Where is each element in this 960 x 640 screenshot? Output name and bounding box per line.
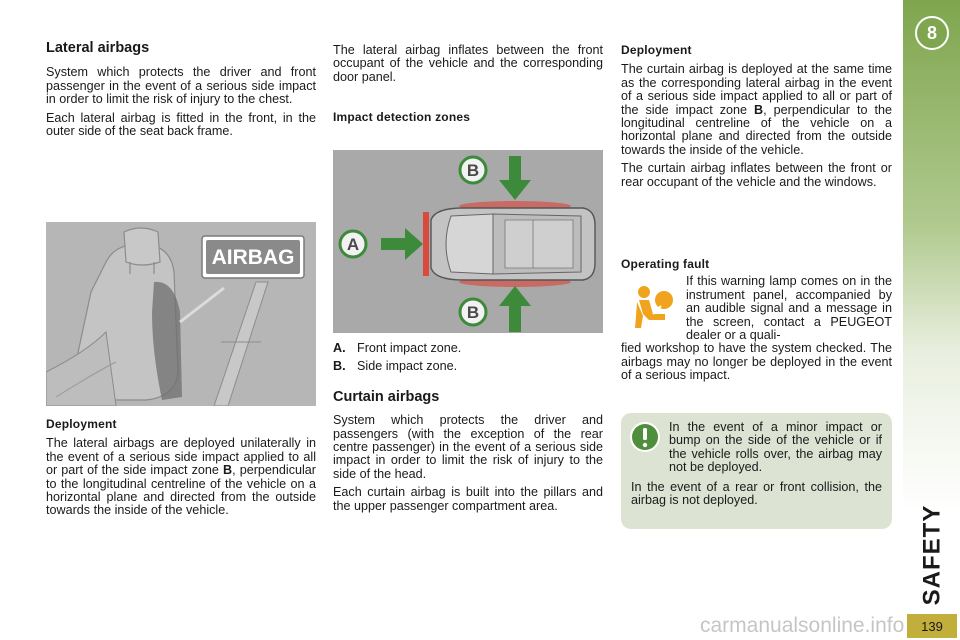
- curtain-deployment-text-start: The curtain airbag is deployed at the same time as the corresponding lateral airbag in the event of a serious side impact applied to all or part of the side impact zone: [621, 62, 892, 117]
- minor-impact-note-text: In the event of a minor impact or bump on the side of the vehicle or if the vehicle rolls over, the airbag may not be deployed.: [669, 420, 882, 475]
- operating-fault-heading: Operating fault: [621, 257, 710, 271]
- lateral-deployment-paragraph: [46, 437, 316, 517]
- lateral-deployment-text-start: The lateral airbags are deployed unilaterally in the event of a serious side impact applied to all or part of the side impact zone: [46, 436, 316, 478]
- airbag-warning-lamp-icon: [631, 284, 675, 330]
- legend-key-a: A.: [333, 341, 346, 355]
- curtain-airbags-heading: Curtain airbags: [333, 388, 440, 405]
- seat-illustration-graphic: [46, 222, 316, 406]
- zone-a-marker: A: [346, 235, 360, 254]
- chapter-number-badge: 8: [915, 16, 949, 50]
- operating-fault-text-wrapped: If this warning lamp comes on in the instrument panel, accompanied by an audible signal and a message in the screen, contact a PEUGEOT dealer or a quali-: [686, 274, 892, 343]
- section-title-text: SAFETY: [918, 504, 945, 606]
- curtain-deployment-section: [621, 44, 892, 194]
- curtain-deployment-paragraph: [621, 63, 892, 157]
- legend-text-a: Front impact zone.: [357, 341, 462, 355]
- curtain-deployment-heading: Deployment: [621, 43, 692, 57]
- lateral-deployment-section: [46, 418, 316, 523]
- impact-zones-section: [333, 44, 603, 131]
- zone-b-marker-bottom: B: [466, 303, 480, 322]
- legend-text-b: Side impact zone.: [357, 359, 458, 374]
- lateral-deployment-text-end: , perpendicular to the longitudinal centreline of the vehicle on a horizontal plane and directed from the outside towards the inside of the vehicle.: [46, 463, 317, 518]
- seat-airbag-illustration: [46, 222, 316, 406]
- airbag-label-text: AIRBAG: [211, 246, 295, 269]
- lateral-airbags-paragraph-2: Each lateral airbag is fitted in the front, in the outer side of the seat back frame.: [46, 110, 316, 139]
- rear-front-collision-note-text: In the event of a rear or front collision, the airbag is not deployed.: [631, 479, 882, 508]
- curtain-deployment-text-end: , perpendicular to the longitudinal centreline of the vehicle on a horizontal plane and directed from the outside towards the inside of the vehicle.: [621, 102, 892, 157]
- curtain-airbags-paragraph-2: Each curtain airbag is built into the pillars and the upper passenger compartment area.: [333, 485, 603, 513]
- legend-item-side-zone: [333, 360, 603, 373]
- curtain-airbags-paragraph-1: System which protects the driver and passengers (with the exception of the rear centre passenger) in the event of a serious side impact in order to limit the risk of injury to the side of the head.: [333, 413, 603, 481]
- curtain-zone-b-reference: B: [754, 102, 764, 117]
- curtain-inflate-paragraph: The curtain airbag inflates between the front or rear occupant of the vehicle and the windows.: [621, 161, 892, 189]
- legend-key-b: B.: [333, 359, 346, 374]
- operating-fault-section: [621, 258, 892, 383]
- lateral-airbags-paragraph-1: System which protects the driver and front passenger in the event of a serious side impact in order to limit the risk of injury to the chest.: [46, 65, 316, 107]
- zone-b-marker-top: B: [466, 161, 480, 180]
- minor-impact-note-box: [621, 413, 892, 529]
- lateral-airbags-heading: Lateral airbags: [46, 40, 150, 56]
- legend-item-front-zone: [333, 342, 603, 355]
- zone-b-reference: B: [223, 463, 233, 478]
- watermark-text: carmanualsonline.info: [700, 614, 905, 637]
- impact-zones-heading: Impact detection zones: [333, 110, 471, 125]
- lateral-deployment-heading: Deployment: [46, 417, 117, 431]
- zones-legend-and-curtain-section: [333, 342, 603, 518]
- impact-zones-diagram: [333, 150, 603, 333]
- operating-fault-text-continued: fied workshop to have the system checked. The airbags may no longer be deployed in the event of a serious impact.: [621, 341, 892, 383]
- exclamation-warning-icon: [629, 421, 661, 453]
- page-number: 139: [907, 614, 957, 638]
- car-top-view-graphic: [333, 150, 603, 333]
- section-title-vertical: [909, 500, 955, 610]
- lateral-inflate-paragraph: The lateral airbag inflates between the front occupant of the vehicle and the corresponding door panel.: [333, 43, 603, 84]
- lateral-airbags-section: [46, 42, 316, 143]
